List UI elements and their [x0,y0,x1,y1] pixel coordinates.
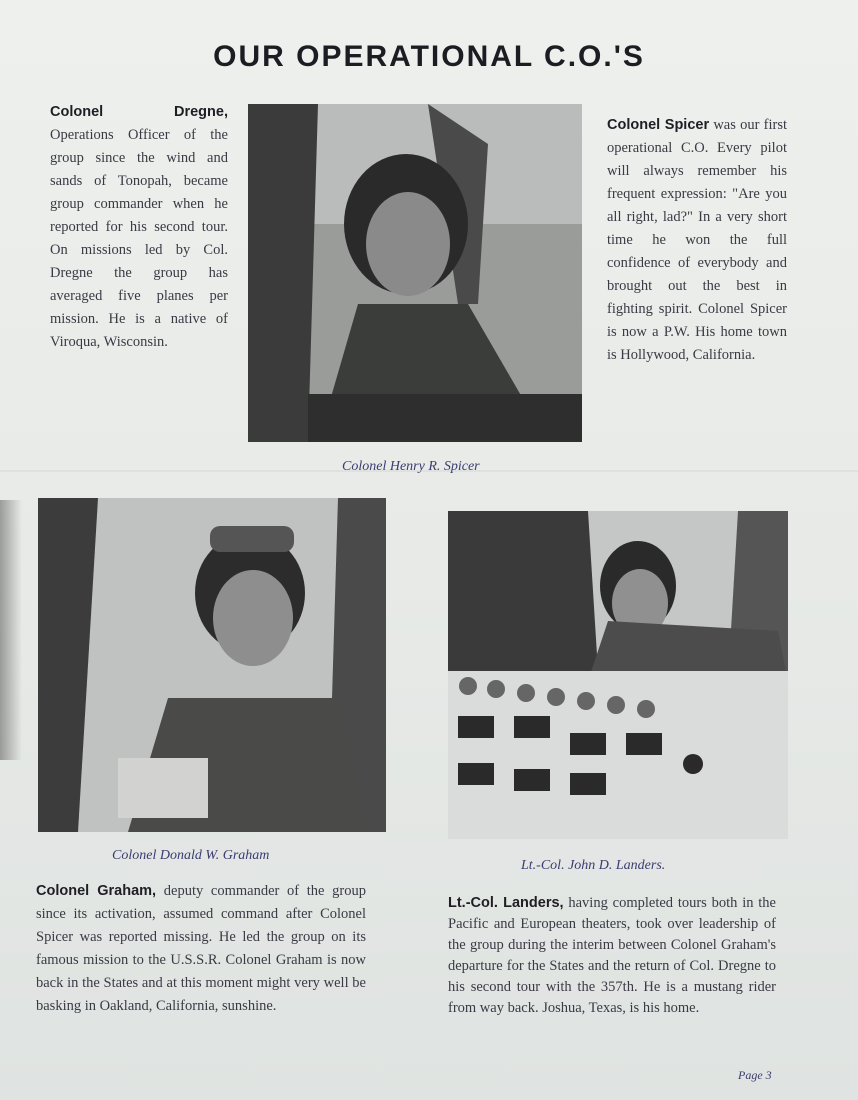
graham-paragraph [36,880,366,1018]
landers-paragraph [448,893,776,1019]
dregne-name: Colonel Dregne, [50,104,228,120]
graham-text: deputy commander of the group since its activation, assumed command after Colonel Spicer was reported missing. He led the group on its famous mission to the U.S.S.R. Colonel Graham is now back in the States and at this moment might very well be basking in Oakland, California, sunshine. [36,883,367,1014]
page-title: OUR OPERATIONAL C.O.'S [213,40,645,73]
spicer-name: Colonel Spicer [607,117,710,133]
spicer-photo [248,104,582,442]
spicer-caption: Colonel Henry R. Spicer [342,459,480,474]
landers-text: having completed tours both in the Pacific and European theaters, took over leadership of the group during the interim between Colonel Graham's departure for the States and the return of Col. Dregne to his second tour with the 357th. He is a mustang rider from way back. Joshua, Texas, is his home. [448,895,776,1016]
graham-caption: Colonel Donald W. Graham [112,848,270,863]
graham-name: Colonel Graham, [36,883,157,899]
graham-photo [38,498,386,832]
spicer-paragraph [607,114,787,367]
spicer-text: was our first operational C.O. Every pilot will always remember his frequent expression: "Are you all right, lad?" In a very short time he won the full confidence of everybody and brought out the best in fighting spirit. Colonel Spicer is now a P.W. His home town is Hollywood, California. [607,117,787,363]
dregne-paragraph [50,101,228,354]
landers-photo [448,511,788,839]
landers-caption: Lt.-Col. John D. Landers. [521,858,666,873]
dregne-text: Operations Officer of the group since the wind and sands of Tonopah, became group commander when he reported for his second tour. On missions led by Col. Dregne the group has averaged five planes per mission. He is a native of Viroqua, Wisconsin. [50,127,228,350]
landers-name: Lt.-Col. Landers, [448,895,564,911]
edge-shadow [0,500,22,760]
page-number: Page 3 [738,1068,772,1082]
